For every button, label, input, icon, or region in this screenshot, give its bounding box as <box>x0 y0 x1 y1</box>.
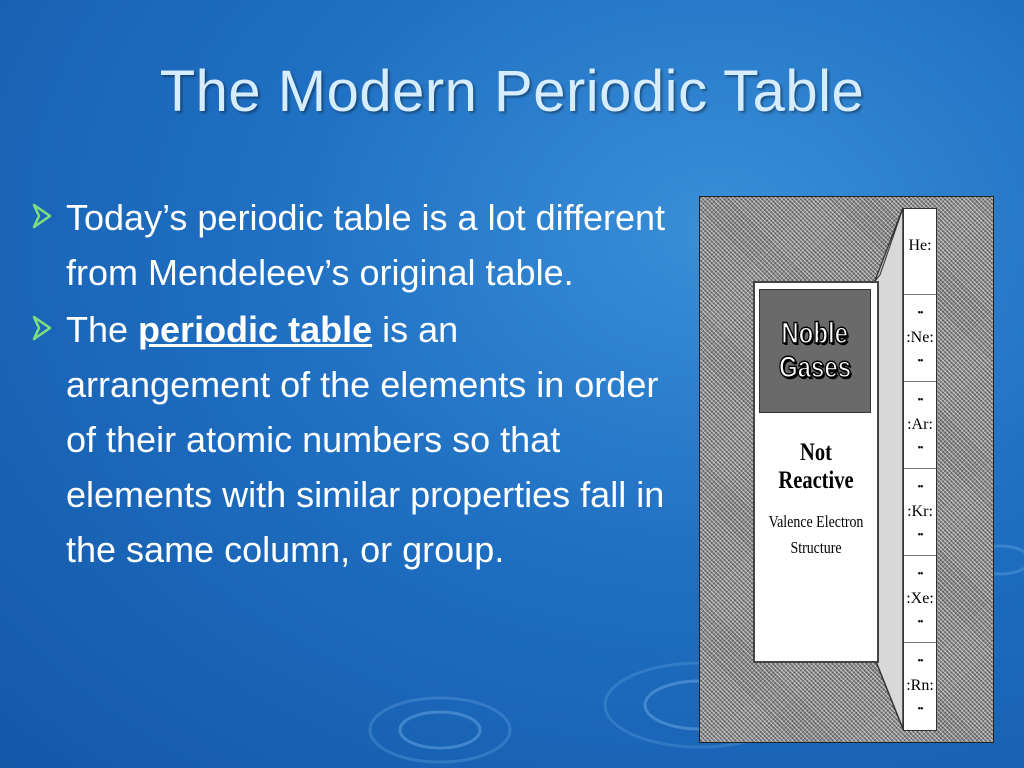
noble-gases-panel <box>753 281 879 663</box>
element-symbol: :Xe: <box>906 590 934 607</box>
electron-dots: •• <box>917 656 923 667</box>
element-cell <box>904 296 936 382</box>
panel-title-line1: Noble <box>781 317 849 350</box>
element-cell <box>904 470 936 556</box>
electron-dots: •• <box>917 530 923 541</box>
element-column <box>903 208 937 731</box>
element-cell <box>904 644 936 730</box>
element-cell <box>904 557 936 643</box>
slide-title: The Modern Periodic Table <box>159 59 865 124</box>
panel-note <box>766 509 866 561</box>
bullet-text: Today’s periodic table is a lot different from Mendeleev’s original table. <box>66 197 666 293</box>
element-cell <box>904 209 936 295</box>
bullet-text-prefix: The <box>66 309 139 350</box>
electron-dots: •• <box>917 569 923 580</box>
element-cell <box>904 383 936 469</box>
electron-dots: •• <box>917 704 923 715</box>
key-term: periodic table <box>138 309 373 350</box>
panel-subtitle: Not Reactive <box>778 439 854 494</box>
electron-dots: •• <box>917 617 923 628</box>
electron-dots: •• <box>917 356 923 367</box>
panel-note-line1: Valence Electron <box>768 512 864 531</box>
element-symbol: :Ne: <box>906 329 934 346</box>
bullet-text-suffix: is an arrangement of the elements in order of their atomic numbers so that elements with similar properties fall in the same column, or group. <box>66 309 665 570</box>
element-symbol: :Kr: <box>907 503 933 520</box>
panel-heading <box>759 289 871 413</box>
electron-dots: •• <box>917 443 923 454</box>
electron-dots: •• <box>917 482 923 493</box>
element-symbol: He: <box>908 237 932 254</box>
element-symbol: :Rn: <box>906 677 934 694</box>
panel-title-line2: Gases <box>778 351 852 384</box>
electron-dots: •• <box>917 308 923 319</box>
element-symbol: :Ar: <box>907 416 933 433</box>
panel-note-line2: Structure <box>790 538 842 557</box>
electron-dots: •• <box>917 395 923 406</box>
